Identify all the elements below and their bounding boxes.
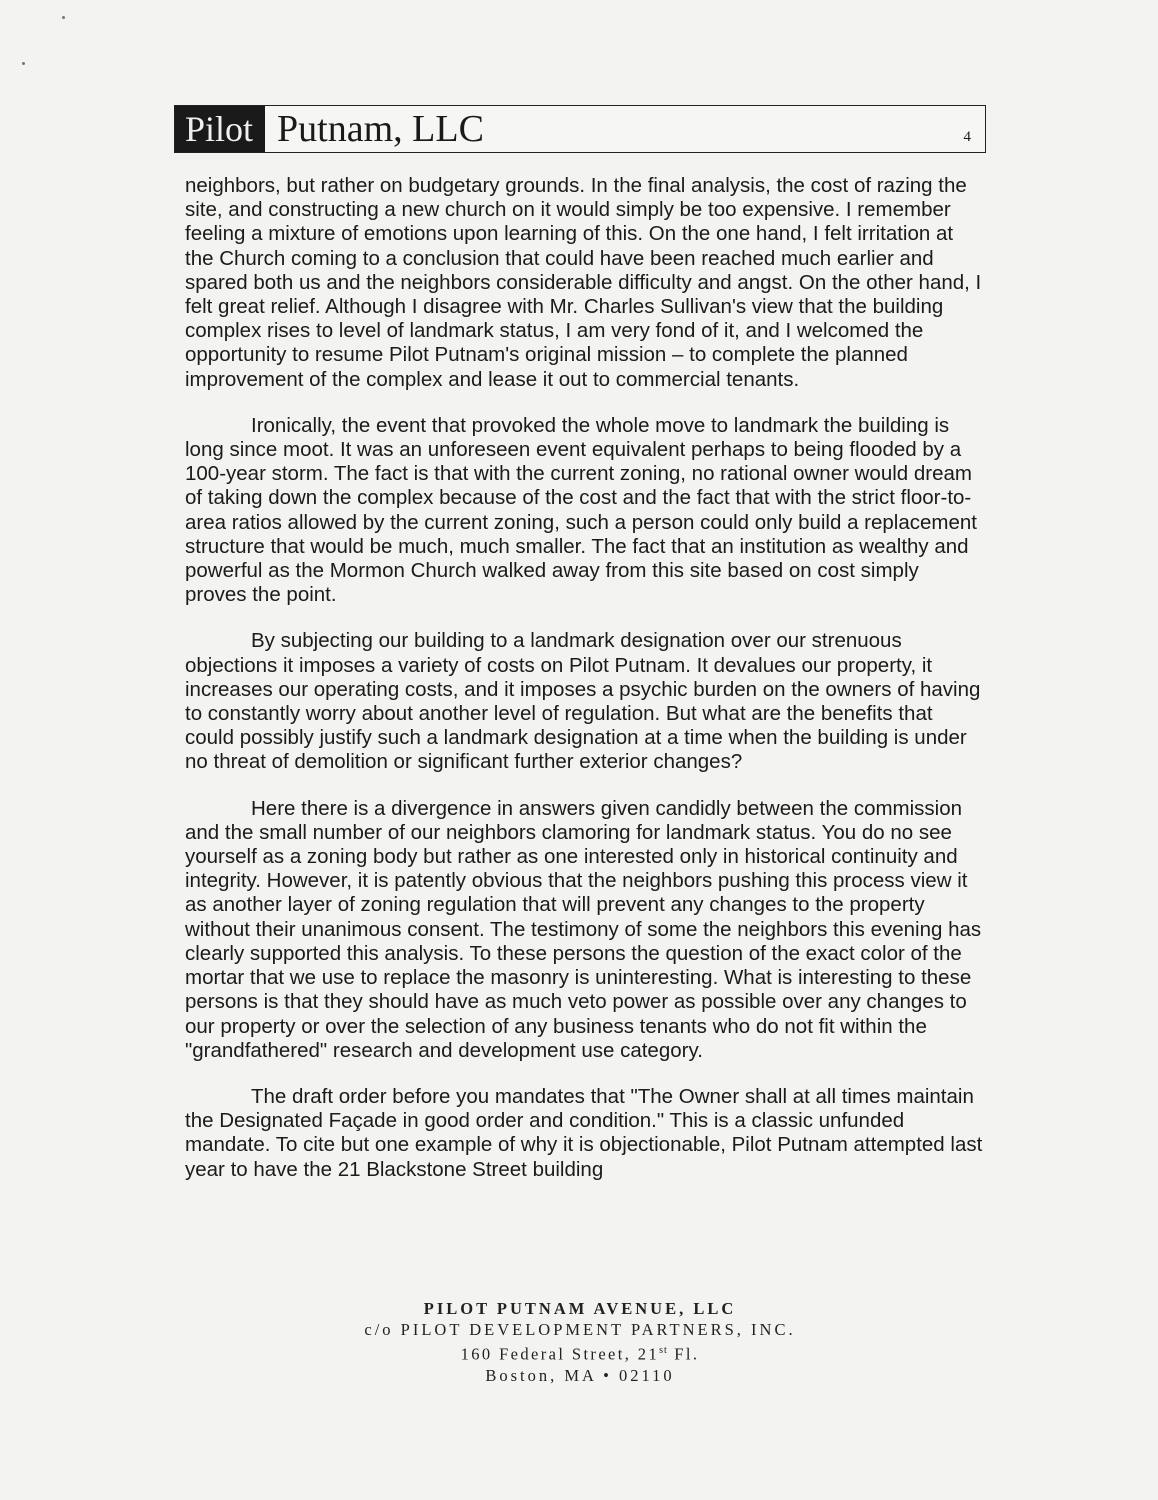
footer-company-name: PILOT PUTNAM AVENUE, LLC bbox=[423, 1299, 737, 1318]
footer-street-prefix: 160 Federal Street, 21 bbox=[460, 1344, 660, 1364]
footer-street-suffix: Fl. bbox=[667, 1344, 700, 1364]
letterhead-brand-name: Putnam, LLC bbox=[277, 108, 484, 150]
paragraph-4: Here there is a divergence in answers given candidly between the commission and the small number of our neighbors clamoring for landmark status. You do no see yourself as a zoning body but rather as one interested only in historical continuity and integrity. However, it is patently obvious that the neighbors pushing this process view it as another layer of zoning regulation that will prevent any changes to the property without their unanimous consent. The testimony of some the neighbors this evening has clearly supported this analysis. To these persons the question of the exact color of the mortar that we use to replace the masonry is uninteresting. What is interesting to these persons is that they should have as much veto power as possible over any changes to our property or over the selection of any business tenants who do not fit within the "grandfathered" research and development use category. bbox=[185, 796, 982, 1062]
paragraph-1: neighbors, but rather on budgetary grounds. In the final analysis, the cost of razing the site, and constructing a new church on it would simply be too expensive. I remember feeling a mixture of emotions upon learning of this. On the one hand, I felt irritation at the Church coming to a conclusion that could have been reached much earlier and spared both us and the neighbors considerable difficulty and angst. On the other hand, I felt great relief. Although I disagree with Mr. Charles Sullivan's view that the building complex rises to level of landmark status, I am very fond of it, and I welcomed the opportunity to resume Pilot Putnam's original mission – to complete the planned improvement of the complex and lease it out to commercial tenants. bbox=[185, 174, 982, 391]
paragraph-2: Ironically, the event that provoked the whole move to landmark the building is long since moot. It was an unforeseen event equivalent perhaps to being flooded by a 100-year storm. The fact is that with the current zoning, no rational owner would dream of taking down the complex because of the cost and the fact that with the strict floor-to-area ratios allowed by the current zoning, such a person could only build a replacement structure that would be much, much smaller. The fact that an institution as wealthy and powerful as the Mormon Church walked away from this site based on cost simply proves the point. bbox=[185, 413, 977, 607]
scan-speck bbox=[62, 16, 65, 19]
letter-body bbox=[185, 174, 985, 1204]
footer-street-superscript: st bbox=[659, 1345, 668, 1356]
scan-speck bbox=[22, 62, 25, 65]
footer-street-address bbox=[180, 1340, 980, 1365]
page-number: 4 bbox=[963, 129, 971, 145]
letterhead bbox=[174, 105, 986, 153]
footer-city: Boston, MA • 02110 bbox=[485, 1365, 675, 1385]
paragraph-5: The draft order before you mandates that "The Owner shall at all times maintain the Designated Façade in good order and condition." This is a classic unfunded mandate. To cite but one example of why it is objectionable, Pilot Putnam attempted last year to have the 21 Blackstone Street building bbox=[185, 1084, 983, 1181]
company-footer bbox=[180, 1298, 980, 1386]
paragraph-3: By subjecting our building to a landmark designation over our strenuous objections it imposes a variety of costs on Pilot Putnam. It devalues our property, it increases our operating costs, and it imposes a psychic burden on the owners of having to constantly worry about another level of regulation. But what are the benefits that could possibly justify such a landmark designation at a time when the building is under no threat of demolition or significant further exterior changes? bbox=[185, 629, 981, 774]
letterhead-brand-dark: Pilot bbox=[175, 106, 265, 152]
footer-care-of: c/o PILOT DEVELOPMENT PARTNERS, INC. bbox=[364, 1320, 796, 1339]
